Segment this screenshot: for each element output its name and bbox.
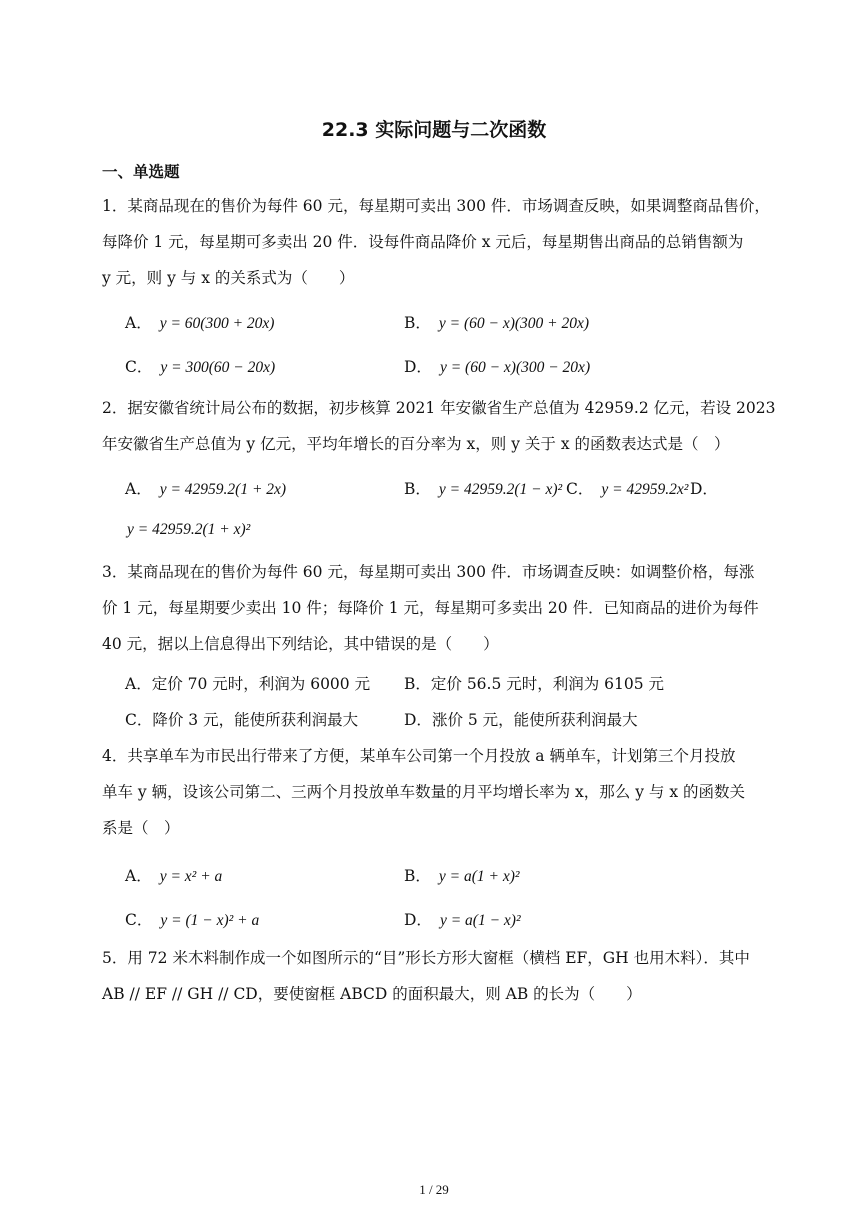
option-label: C． — [125, 911, 153, 929]
q2-option-a[interactable] — [125, 479, 286, 500]
option-expr: y = a(1 − x)² — [439, 912, 521, 929]
q3-option-b[interactable] — [404, 674, 664, 694]
option-text: 定价 56.5 元时，利润为 6105 元 — [430, 675, 665, 693]
option-label: D． — [404, 711, 432, 729]
q4-line-3: 系是（ ） — [102, 819, 180, 837]
option-expr: y = 42959.2(1 − x)² — [438, 481, 563, 498]
document-title: 22.3 实际问题与二次函数 — [321, 119, 547, 141]
q4-line-1: 4．共享单车为市民出行带来了方便，某单车公司第一个月投放 a 辆单车，计划第三个月投放 — [102, 747, 736, 765]
q5-line-1: 5．用 72 米木料制作成一个如图所示的“目”形长方形大窗框（横档 EF，GH 也用木料）．其中 — [102, 949, 750, 967]
q4-option-a[interactable] — [125, 866, 222, 887]
q3-line-3: 40 元，据以上信息得出下列结论，其中错误的是（ ） — [102, 635, 499, 653]
q1-option-b[interactable] — [404, 313, 589, 334]
q1-option-d[interactable] — [404, 357, 590, 378]
option-label: D． — [404, 358, 432, 376]
option-label: B． — [404, 480, 431, 498]
option-label: B． — [404, 675, 431, 693]
q4-option-c[interactable] — [125, 910, 259, 931]
option-label: A． — [125, 867, 152, 885]
page-number: 1 / 29 — [419, 1182, 449, 1197]
option-label: A． — [125, 675, 152, 693]
option-expr: y = (60 − x)(300 + 20x) — [438, 315, 590, 332]
option-label: D． — [404, 911, 432, 929]
q3-option-c[interactable] — [125, 710, 358, 730]
option-label: C． — [125, 358, 153, 376]
q1-line-1: 1．某商品现在的售价为每件 60 元，每星期可卖出 300 件．市场调查反映，如果调整商品售价， — [102, 197, 770, 215]
q1-option-a[interactable] — [125, 313, 274, 334]
option-label: C． — [125, 711, 153, 729]
option-text: 定价 70 元时，利润为 6000 元 — [151, 675, 371, 693]
option-label: A． — [125, 314, 152, 332]
q4-option-b[interactable] — [404, 866, 520, 887]
option-expr: y = x² + a — [159, 868, 223, 885]
q2-option-b[interactable] — [404, 479, 562, 500]
q3-line-1: 3．某商品现在的售价为每件 60 元，每星期可卖出 300 件．市场调查反映：如调整价格，每涨 — [102, 563, 755, 581]
option-expr: y = (1 − x)² + a — [160, 912, 260, 929]
q4-line-2: 单车 y 辆，设该公司第二、三两个月投放单车数量的月平均增长率为 x，那么 y 与 x 的函数关 — [102, 783, 745, 801]
option-label: D． — [690, 480, 718, 498]
option-label: C． — [566, 480, 594, 498]
option-text: 降价 3 元，能使所获利润最大 — [152, 711, 359, 729]
option-expr: y = 42959.2(1 + x)² — [127, 521, 251, 538]
q2-option-d[interactable] — [690, 479, 726, 499]
option-expr: y = 42959.2x² — [601, 481, 689, 498]
q3-option-a[interactable] — [125, 674, 370, 694]
q1-line-2: 每降价 1 元，每星期可多卖出 20 件．设每件商品降价 x 元后，每星期售出商品的总销售额为 — [102, 233, 744, 251]
q2-option-d-expr — [127, 519, 250, 540]
q3-line-2: 价 1 元，每星期要少卖出 10 件；每降价 1 元，每星期可多卖出 20 件．已知商品的进价为每件 — [102, 599, 759, 617]
q1-line-3: y 元，则 y 与 x 的关系式为（ ） — [102, 269, 355, 287]
q3-option-d[interactable] — [404, 710, 638, 730]
option-label: B． — [404, 314, 431, 332]
option-expr: y = 60(300 + 20x) — [159, 315, 275, 332]
option-expr: y = 300(60 − 20x) — [160, 359, 276, 376]
section-heading: 一、单选题 — [102, 163, 180, 181]
q4-option-d[interactable] — [404, 910, 521, 931]
option-expr: y = (60 − x)(300 − 20x) — [439, 359, 591, 376]
option-label: B． — [404, 867, 431, 885]
option-text: 涨价 5 元，能使所获利润最大 — [431, 711, 638, 729]
q2-option-c[interactable] — [566, 479, 688, 500]
q2-line-1: 2．据安徽省统计局公布的数据，初步核算 2021 年安徽省生产总值为 42959.2 亿元，若设 2023 — [102, 399, 776, 417]
option-expr: y = 42959.2(1 + 2x) — [159, 481, 287, 498]
option-label: A． — [125, 480, 152, 498]
q5-line-2: AB // EF // GH // CD，要使窗框 ABCD 的面积最大，则 AB 的长为（ ） — [102, 985, 642, 1003]
q2-line-2: 年安徽省生产总值为 y 亿元，平均年增长的百分率为 x，则 y 关于 x 的函数表达式是（ ） — [102, 435, 730, 453]
option-expr: y = a(1 + x)² — [438, 868, 520, 885]
q1-option-c[interactable] — [125, 357, 275, 378]
